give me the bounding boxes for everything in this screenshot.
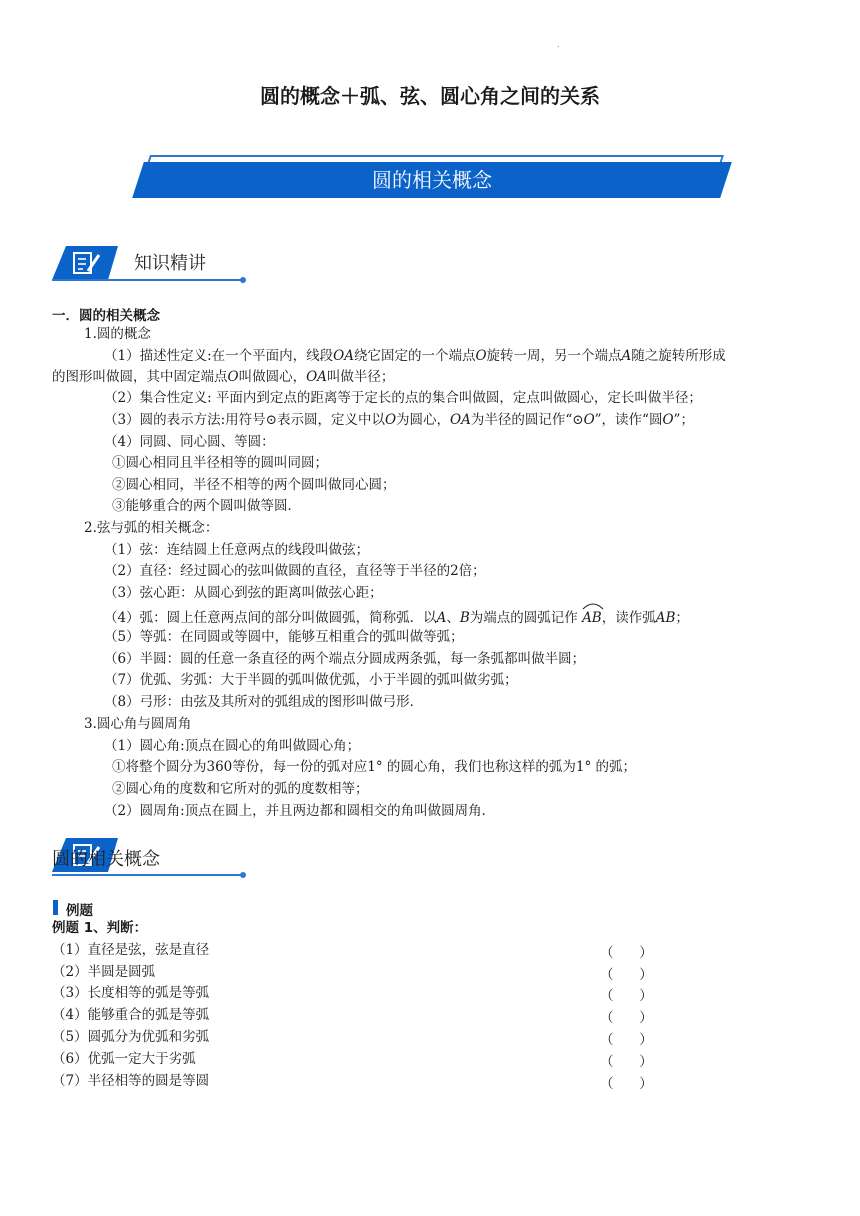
definition-circle-types: （4）同圆、同心圆、等圆： <box>104 434 275 450</box>
inscribed-angle-definition: （2）圆周角:顶点在圆上，并且两边都和圆相交的角叫做圆周角． <box>104 803 496 819</box>
central-angle-definition: （1）圆心角:顶点在圆心的角叫做圆心角； <box>104 738 361 754</box>
answer-blank[interactable]: （ ） <box>600 1076 653 1092</box>
circle-type-equal: ③能够重合的两个圆叫做等圆． <box>112 498 301 514</box>
section-underline-dot <box>240 872 246 878</box>
document-title: 圆的概念＋弧、弦、圆心角之间的关系 <box>260 84 600 108</box>
example-section-label: 圆的相关概念 <box>52 849 160 870</box>
example-title: 例题 1、判断： <box>52 920 148 936</box>
example-tag: 例题 <box>66 903 93 919</box>
arc-definition: （4）弧：圆上任意两点间的部分叫做圆弧，简称弧．以A、B为端点的圆弧记作 AB，读作弧AB； <box>104 605 689 628</box>
segment-definition: （8）弓形：由弦及其所对的弧组成的图形叫做弓形． <box>104 694 424 710</box>
list-item: （6）优弧一定大于劣弧 <box>52 1051 196 1067</box>
subsection-title-1: 1.圆的概念 <box>84 326 151 342</box>
example-tag-bar <box>53 900 58 915</box>
section-underline <box>52 279 242 281</box>
definition-descriptive-line2: 的图形叫做圆，其中固定端点O叫做圆心，OA叫做半径； <box>52 369 395 385</box>
example-section-header <box>52 838 252 882</box>
list-item: （1）直径是弦，弦是直径 <box>52 942 210 958</box>
major-minor-arc-definition: （7）优弧、劣弧：大于半圆的弧叫做优弧，小于半圆的弧叫做劣弧； <box>104 672 518 688</box>
pen-paper-icon <box>52 246 118 280</box>
chord-definition: （1）弦：连结圆上任意两点的线段叫做弦； <box>104 542 370 558</box>
list-item: （4）能够重合的弧是等弧 <box>52 1007 210 1023</box>
section-underline <box>52 874 242 876</box>
list-item: （7）半径相等的圆是等圆 <box>52 1073 210 1089</box>
central-angle-degree: ①将整个圆分为360等份，每一份的弧对应1° 的圆心角，我们也称这样的弧为1° 的弧； <box>112 759 637 775</box>
list-item: （3）长度相等的弧是等弧 <box>52 985 210 1001</box>
arc-mark-icon <box>582 602 604 610</box>
circle-type-concentric: ②圆心相同，半径不相等的两个圆叫做同心圆； <box>112 477 396 493</box>
arc-notation: AB <box>582 605 602 628</box>
answer-blank[interactable]: （ ） <box>600 1032 653 1048</box>
knowledge-section-header <box>52 244 252 288</box>
section-underline-dot <box>240 277 246 283</box>
heading-circle-concepts: 一．圆的相关概念 <box>52 308 160 324</box>
answer-blank[interactable]: （ ） <box>600 945 653 961</box>
answer-blank[interactable]: （ ） <box>600 1054 653 1070</box>
central-angle-arc-degree: ②圆心角的度数和它所对的弧的度数相等； <box>112 781 369 797</box>
answer-blank[interactable]: （ ） <box>600 967 653 983</box>
diameter-definition: （2）直径：经过圆心的弦叫做圆的直径，直径等于半径的2倍； <box>104 563 486 579</box>
circle-type-same: ①圆心相同且半径相等的圆叫同圆； <box>112 455 328 471</box>
semicircle-definition: （6）半圆：圆的任意一条直径的两个端点分圆成两条弧，每一条弧都叫做半圆； <box>104 651 586 667</box>
equal-arc-definition: （5）等弧：在同圆或等圆中，能够互相重合的弧叫做等弧； <box>104 629 464 645</box>
answer-blank[interactable]: （ ） <box>600 1010 653 1026</box>
definition-notation: （3）圆的表示方法:用符号⊙表示圆，定义中以O为圆心，OA为半径的圆记作“⊙O”，读作“圆O”； <box>104 412 694 428</box>
answer-blank[interactable]: （ ） <box>600 988 653 1004</box>
knowledge-section-label: 知识精讲 <box>134 253 206 274</box>
definition-set: （2）集合性定义: 平面内到定点的距离等于定长的点的集合叫做圆，定点叫做圆心，定长叫做半径； <box>104 390 702 406</box>
subsection-title-2: 2.弦与弧的相关概念： <box>84 520 219 536</box>
list-item: （5）圆弧分为优弧和劣弧 <box>52 1029 210 1045</box>
definition-descriptive-line1: （1）描述性定义:在一个平面内，线段OA绕它固定的一个端点O旋转一周，另一个端点A随之旋转所形成 <box>104 348 726 364</box>
banner-label: 圆的相关概念 <box>372 168 492 192</box>
list-item: （2）半圆是圆弧 <box>52 964 156 980</box>
header-mark: . <box>557 40 560 49</box>
subsection-title-3: 3.圆心角与圆周角 <box>84 716 192 732</box>
chord-distance-definition: （3）弦心距：从圆心到弦的距离叫做弦心距； <box>104 585 383 601</box>
